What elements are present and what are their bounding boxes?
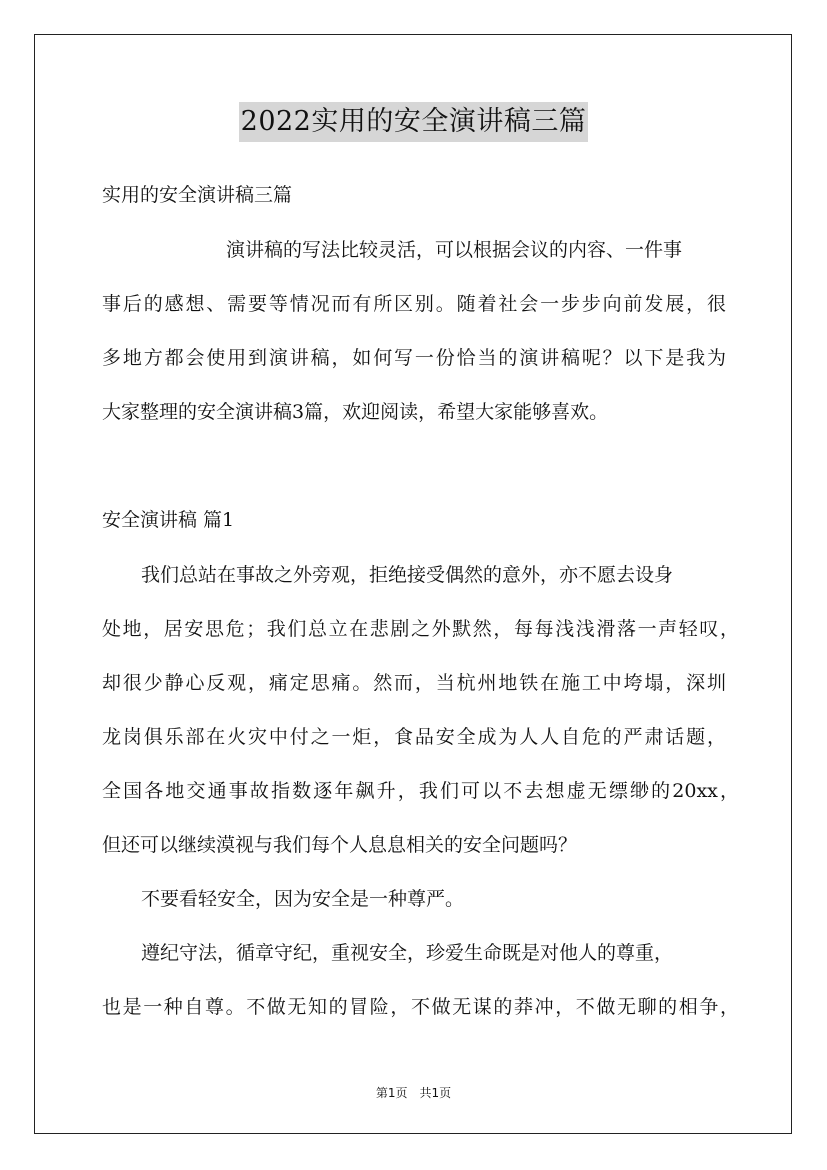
intro-line: 事后的感想、需要等情况而有所区别。随着社会一步步向前发展，很 [102,293,726,315]
intro-line: 演讲稿的写法比较灵活，可以根据会议的内容、一件事 [226,239,683,261]
paragraph-line: 却很少静心反观，痛定思痛。然而，当杭州地铁在施工中垮塌，深圳 [102,672,726,694]
intro-line: 大家整理的安全演讲稿3篇，欢迎阅读，希望大家能够喜欢。 [102,401,609,423]
title-wrap [0,102,827,142]
document-title: 2022实用的安全演讲稿三篇 [239,102,589,142]
document-subtitle: 实用的安全演讲稿三篇 [102,184,293,206]
paragraph-line: 但还可以继续漠视与我们每个人息息相关的安全问题吗？ [102,834,578,856]
paragraph-line: 我们总站在事故之外旁观，拒绝接受偶然的意外，亦不愿去设身 [141,564,674,586]
page-footer: 第1页 共1页 [375,1086,452,1100]
section-heading: 安全演讲稿 篇1 [102,509,235,531]
paragraph-line: 全国各地交通事故指数逐年飙升，我们可以不去想虚无缥缈的20xx， [102,780,739,802]
intro-line: 多地方都会使用到演讲稿，如何写一份恰当的演讲稿呢？以下是我为 [102,347,726,369]
paragraph-line: 处地，居安思危；我们总立在悲剧之外默然，每每浅浅滑落一声轻叹， [102,618,739,640]
paragraph-line: 不要看轻安全，因为安全是一种尊严。 [141,888,465,910]
paragraph-line: 遵纪守法，循章守纪，重视安全，珍爱生命既是对他人的尊重， [141,942,674,964]
paragraph-line: 也是一种自尊。不做无知的冒险，不做无谋的莽冲，不做无聊的相争， [102,996,739,1018]
paragraph-line: 龙岗俱乐部在火灾中付之一炬，食品安全成为人人自危的严肃话题， [102,726,726,748]
